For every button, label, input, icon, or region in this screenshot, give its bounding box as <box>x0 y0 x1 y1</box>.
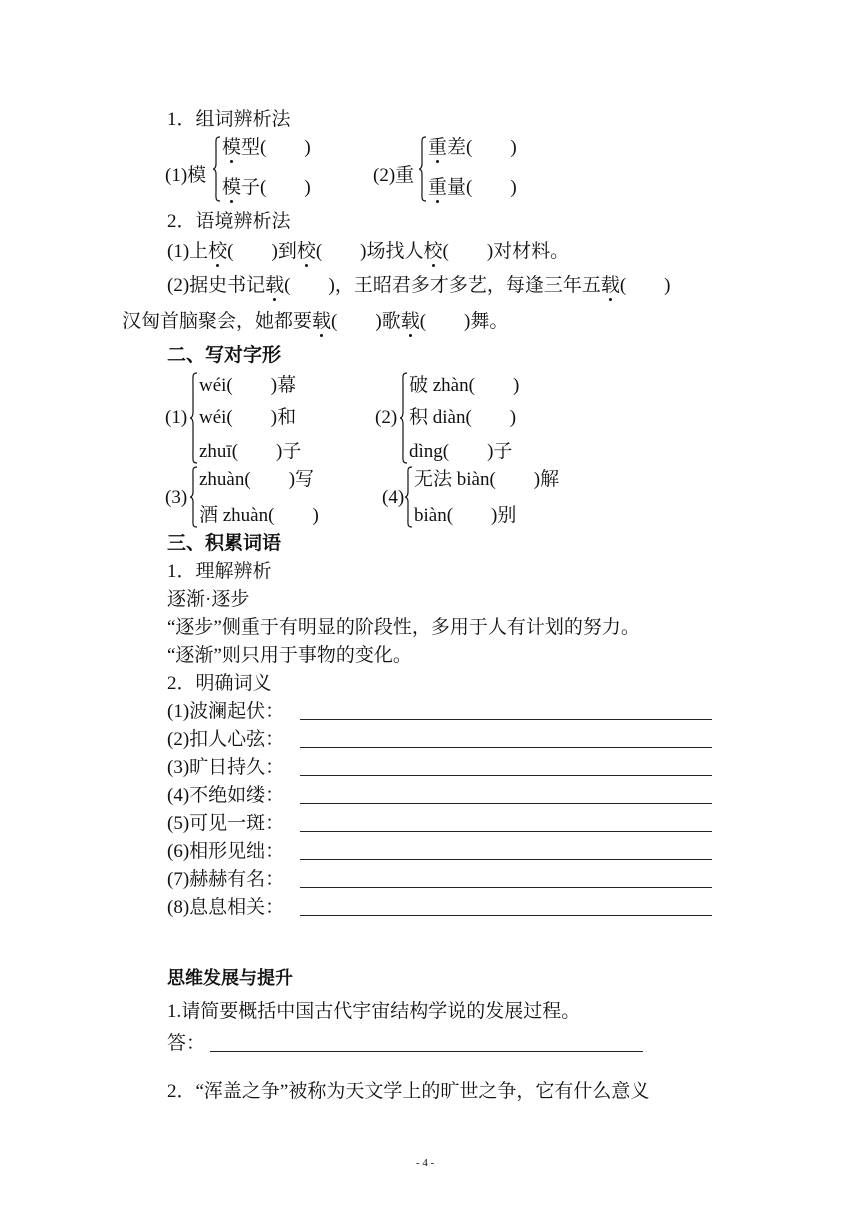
page-number: - 4 - <box>416 1157 435 1169</box>
explanation-zhujian: “逐渐”则只用于事物的变化。 <box>167 645 412 666</box>
explanation-zhubu: “逐步”侧重于有明显的阶段性，多用于人有计划的努力。 <box>167 617 640 638</box>
heading-word-group-analysis: 1．组词辨析法 <box>167 109 291 130</box>
zhong-option-b: 重量( ) <box>428 177 517 198</box>
brace-icon <box>418 136 428 202</box>
term-label: (7)赫赫有名： <box>167 869 285 890</box>
glyph-2b: 积 diàn( ) <box>409 407 517 428</box>
group-zhong-label: (2)重 <box>373 165 415 186</box>
section-heading-write-characters: 二、写对字形 <box>167 345 282 366</box>
term-label: (2)扣人心弦： <box>167 729 285 750</box>
question-1: 1.请简要概括中国古代宇宙结构学说的发展过程。 <box>167 1001 581 1022</box>
group-mo-label: (1)模 <box>165 165 207 186</box>
zhong-option-a: 重差( ) <box>428 137 517 158</box>
answer-line[interactable] <box>300 887 712 888</box>
glyph-group-3-label: (3) <box>165 487 188 508</box>
glyph-4a: 无法 biàn( )解 <box>414 469 560 490</box>
glyph-group-2-label: (2) <box>375 407 398 428</box>
answer-line[interactable] <box>300 803 712 804</box>
term-label: (8)息息相关： <box>167 897 285 918</box>
heading-understand-distinguish: 1．理解辨析 <box>167 561 272 582</box>
term-label: (1)波澜起伏： <box>167 701 285 722</box>
answer-label: 答： <box>167 1033 206 1054</box>
mo-option-a: 模型( ) <box>222 137 311 158</box>
brace-icon <box>212 136 222 202</box>
mo-option-b: 模子( ) <box>222 177 311 198</box>
section-heading-thinking: 思维发展与提升 <box>167 968 293 989</box>
answer-line[interactable] <box>300 719 712 720</box>
term-label: (4)不绝如缕： <box>167 785 285 806</box>
glyph-3a: zhuàn( )写 <box>199 469 315 490</box>
glyph-1c: zhuī( )子 <box>199 441 302 462</box>
brace-icon <box>404 466 414 528</box>
term-label: (6)相形见绌： <box>167 841 285 862</box>
answer-line[interactable] <box>300 747 712 748</box>
context-line-1: (1)上校( )到校( )场找人校( )对材料。 <box>167 241 570 262</box>
glyph-2c: dìng( )子 <box>409 441 513 462</box>
glyph-group-4-label: (4) <box>382 487 405 508</box>
brace-icon <box>189 466 199 528</box>
answer-line[interactable] <box>300 859 712 860</box>
context-line-3: 汉匈首脑聚会，她都要载( )歌载( )舞。 <box>122 311 509 332</box>
word-pair: 逐渐·逐步 <box>167 589 250 610</box>
question-2: 2．“浑盖之争”被称为天文学上的旷世之争，它有什么意义 <box>167 1081 650 1102</box>
context-line-2: (2)据史书记载( )，王昭君多才多艺，每逢三年五载( ) <box>167 275 671 296</box>
glyph-1a: wéi( )幕 <box>199 375 297 396</box>
glyph-1b: wéi( )和 <box>199 407 297 428</box>
answer-line[interactable] <box>300 915 712 916</box>
answer-line[interactable] <box>300 775 712 776</box>
section-heading-vocabulary: 三、积累词语 <box>167 533 282 554</box>
brace-icon <box>399 372 409 464</box>
glyph-2a: 破 zhàn( ) <box>409 375 520 396</box>
heading-clarify-meaning: 2．明确词义 <box>167 673 272 694</box>
glyph-4b: biàn( )别 <box>414 505 517 526</box>
answer-line[interactable] <box>300 831 712 832</box>
heading-context-analysis: 2．语境辨析法 <box>167 211 291 232</box>
term-label: (3)旷日持久： <box>167 757 285 778</box>
answer-line[interactable] <box>210 1051 643 1052</box>
glyph-group-1-label: (1) <box>165 407 188 428</box>
term-label: (5)可见一斑： <box>167 813 285 834</box>
glyph-3b: 酒 zhuàn( ) <box>199 505 319 526</box>
brace-icon <box>189 372 199 464</box>
